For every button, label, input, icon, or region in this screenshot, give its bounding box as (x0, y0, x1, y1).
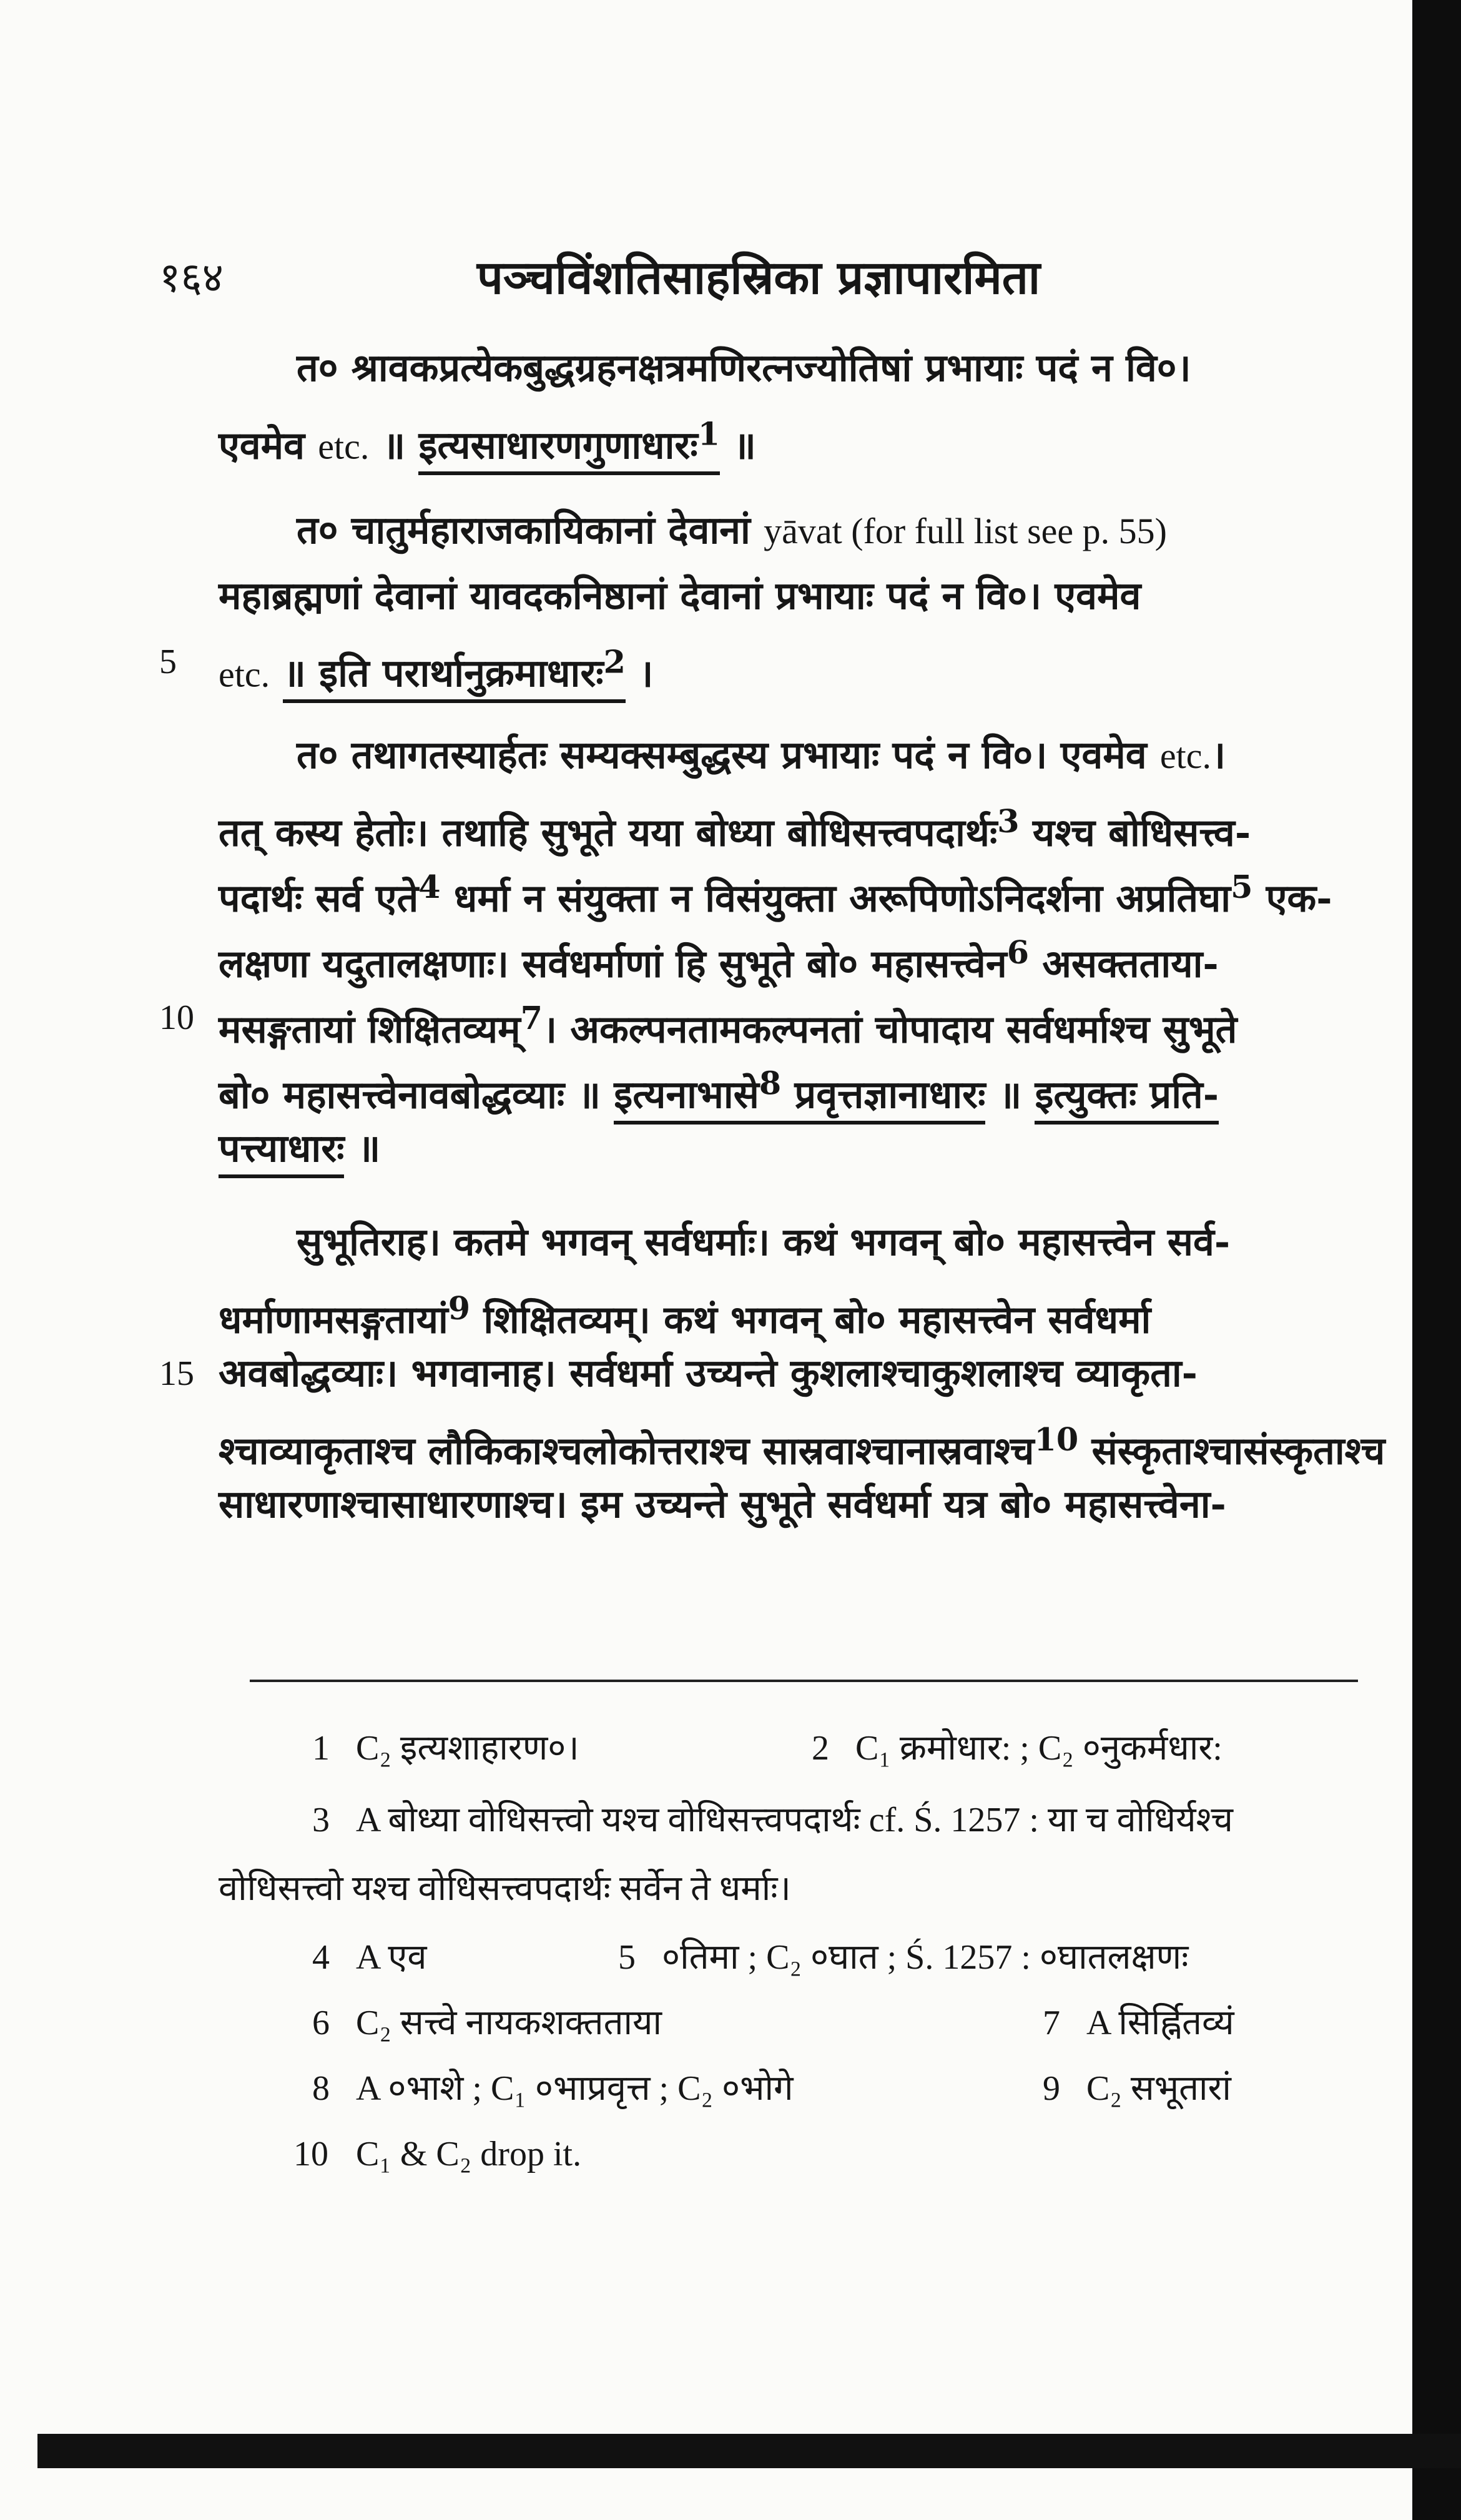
text-segment: इत्यनाभासे (614, 1073, 759, 1118)
footnote-3 (312, 1792, 1233, 1848)
footnote-number: 4 (312, 1938, 330, 1977)
text-line-5 (219, 631, 1352, 696)
footnote-number: 7 (1043, 2004, 1060, 2042)
page-header (159, 247, 1358, 315)
text-segment: श्चाव्याकृताश्च लौकिकाश्चलोकोत्तराश्च सास्रवाश्चानास्रवाश्च (219, 1429, 1035, 1474)
text-line-1 (297, 337, 1352, 400)
text-segment: एवमेव (219, 423, 305, 468)
footnote-text: वोधिसत्त्वो यश्च वोधिसत्त्वपदार्थः सर्वेन ते धर्माः। (219, 1869, 791, 1908)
footnote-ref: 4 (418, 868, 441, 905)
footnote-text: C₂ सत्त्वे नायकशक्तताया (356, 2004, 662, 2042)
footnote-6 (312, 1995, 662, 2051)
text-segment: लक्षणा यदुतालक्षणाः। सर्वधर्माणां हि सुभूते बो० महासत्त्वेन (219, 942, 1007, 987)
footnote-ref: 2 (603, 643, 626, 681)
footnote-number: 1 (312, 1729, 330, 1768)
line-number-10: 10 (159, 998, 194, 1037)
text-line-15 (219, 1342, 1352, 1405)
footnote-10 (293, 2126, 581, 2182)
footnote-text: C₂ इत्यशाहारण०। (356, 1729, 579, 1768)
underlined-heading (614, 1065, 986, 1125)
text-line-4 (219, 565, 1352, 628)
text-line-8 (219, 855, 1352, 921)
text-segment: ॥ इति परार्थानुक्रमाधारः (283, 651, 604, 696)
text-segment: etc. (219, 654, 270, 695)
footnote-number: 2 (812, 1729, 829, 1768)
running-title: पञ्चविंशतिसाहस्रिका प्रज्ञापारमिता (476, 251, 1041, 305)
text-segment: बो० महासत्त्वेनावबोद्धव्याः ॥ (219, 1073, 601, 1118)
text-line-10 (219, 987, 1352, 1052)
underlined-heading (418, 415, 721, 475)
footnote-7 (1043, 1995, 1234, 2051)
text-segment: ॥ (998, 1073, 1022, 1118)
text-segment: त० श्रावकप्रत्येकबुद्धग्रहनक्षत्रमणिरत्नज्योतिषां प्रभायाः पदं न वि०। (297, 346, 1191, 390)
text-segment: । अकल्पनतामकल्पनतां चोपादाय सर्वधर्माश्च सुभूते (543, 1007, 1237, 1052)
text-segment: । (639, 651, 654, 696)
text-segment: असक्तताया- (1042, 942, 1219, 987)
footnote-5 (618, 1929, 1188, 1986)
text-line-12 (219, 1118, 1352, 1180)
text-segment: पदार्थः सर्व एते (219, 876, 419, 921)
footnote-number: 8 (312, 2069, 330, 2108)
scan-edge-right (1412, 0, 1461, 2520)
text-segment: एवमेव (1060, 733, 1147, 777)
text-segment: तत् कस्य हेतोः। तथाहि सुभूते यया बोध्या बोधिसत्त्वपदार्थः (219, 810, 998, 855)
footnote-text: ०तिमा ; C₂ ०घात ; Ś. 1257 : ०घातलक्षणः (662, 1938, 1189, 1977)
text-line-13 (297, 1211, 1352, 1274)
text-segment: प्रवृत्तज्ञानाधारः (794, 1073, 986, 1118)
text-segment: अवबोद्धव्याः। भगवानाह। सर्वधर्मा उच्यन्ते कुशलाश्चाकुशलाश्च व्याकृता- (219, 1351, 1198, 1395)
text-segment: यश्च बोधिसत्त्व- (1032, 810, 1251, 855)
text-segment: etc. (318, 426, 370, 467)
footnote-ref: 8 (759, 1065, 782, 1102)
text-segment: साधारणाश्चासाधारणाश्च। इम उच्यन्ते सुभूते सर्वधर्मा यत्र बो० महासत्त्वेना- (219, 1482, 1226, 1527)
text-line-16 (219, 1408, 1385, 1474)
scan-edge-bottom (37, 2434, 1461, 2468)
text-line-2 (219, 403, 1352, 468)
text-line-9 (219, 921, 1352, 987)
footnote-number: 10 (293, 2135, 328, 2173)
footnote-text: A सिर्ह्नितव्यं (1086, 2004, 1234, 2042)
footnote-1 (312, 1720, 579, 1776)
footnote-number: 6 (312, 2004, 330, 2042)
footnote-ref: 7 (520, 999, 543, 1036)
text-line-7 (219, 790, 1352, 855)
footnote-number: 5 (618, 1938, 636, 1977)
text-segment: धर्माणामसङ्गतायां (219, 1297, 448, 1342)
footnote-number: 9 (1043, 2069, 1060, 2108)
footnote-3-continued (219, 1861, 791, 1917)
text-line-6 (297, 724, 1352, 787)
text-segment: yāvat (for full list see p. 55) (764, 511, 1167, 551)
footnote-text: A बोध्या वोधिसत्त्वो यश्च वोधिसत्त्वपदार्थः cf. Ś. 1257 : या च वोधिर्यश्च (356, 1801, 1233, 1839)
footnote-9 (1043, 2060, 1231, 2117)
text-segment: त० चातुर्महाराजकायिकानां देवानां (297, 508, 750, 553)
line-number-5: 5 (159, 642, 177, 681)
underlined-heading (283, 643, 626, 703)
footnote-text: A एव (356, 1938, 427, 1977)
text-line-3 (297, 500, 1352, 562)
text-segment: इत्युक्तः प्रति- (1035, 1073, 1219, 1118)
footnote-number: 3 (312, 1801, 330, 1839)
text-segment: ॥ (357, 1126, 381, 1171)
text-segment: इत्यसाधारणगुणाधारः (418, 423, 698, 468)
footnote-ref: 6 (1006, 933, 1030, 971)
text-line-14 (219, 1277, 1352, 1342)
text-segment: धर्मा न संयुक्ता न विसंयुक्ता अरूपिणोऽनिदर्शना अप्रतिघा (453, 876, 1231, 921)
text-segment: संस्कृताश्चासंस्कृताश्च (1091, 1429, 1385, 1474)
underlined-heading (1035, 1073, 1219, 1125)
text-segment: पत्त्याधारः (219, 1126, 345, 1171)
text-line-17 (219, 1474, 1352, 1536)
footnote-ref: 5 (1231, 868, 1253, 905)
page-number: १६४ (159, 253, 224, 302)
text-segment: ॥ (733, 423, 756, 468)
footnote-8 (312, 2060, 794, 2117)
footnote-ref: 10 (1034, 1420, 1079, 1458)
text-line-11 (219, 1052, 1352, 1118)
footnote-ref: 1 (697, 415, 721, 453)
footnote-text: C₁ & C₂ drop it. (356, 2135, 582, 2173)
text-segment: ॥ (382, 423, 406, 468)
footnote-ref: 9 (448, 1289, 471, 1327)
underlined-heading (219, 1126, 344, 1178)
text-segment: शिक्षितव्यम्। कथं भगवन् बो० महासत्त्वेन सर्वधर्मा (483, 1297, 1151, 1342)
footnote-text: C₁ क्रमोधार: ; C₂ ०नुकर्मधार: (855, 1729, 1222, 1768)
footnote-text: A ०भाशे ; C₁ ०भाप्रवृत्त ; C₂ ०भोगे (356, 2069, 794, 2108)
footnote-rule (250, 1680, 1358, 1682)
text-segment: महाब्रह्मणां देवानां यावदकनिष्ठानां देवानां प्रभायाः पदं न वि०। एवमेव (219, 574, 1141, 618)
text-segment: सुभूतिराह। कतमे भगवन् सर्वधर्माः। कथं भगवन् बो० महासत्त्वेन सर्व- (297, 1220, 1231, 1264)
footnote-text: C₂ सभूतारां (1086, 2069, 1231, 2108)
footnote-ref: 3 (997, 802, 1020, 840)
footnote-2 (812, 1720, 1222, 1776)
text-segment: । (1211, 733, 1226, 777)
footnote-4 (312, 1929, 426, 1986)
text-segment: मसङ्गतायां शिक्षितव्यम् (219, 1007, 521, 1052)
text-segment: त० तथागतस्यार्हतः सम्यक्सम्बुद्धस्य प्रभायाः पदं न वि०। (297, 733, 1048, 777)
line-number-15: 15 (159, 1354, 194, 1393)
text-segment: एक- (1266, 876, 1332, 921)
text-segment: etc. (1159, 736, 1212, 776)
